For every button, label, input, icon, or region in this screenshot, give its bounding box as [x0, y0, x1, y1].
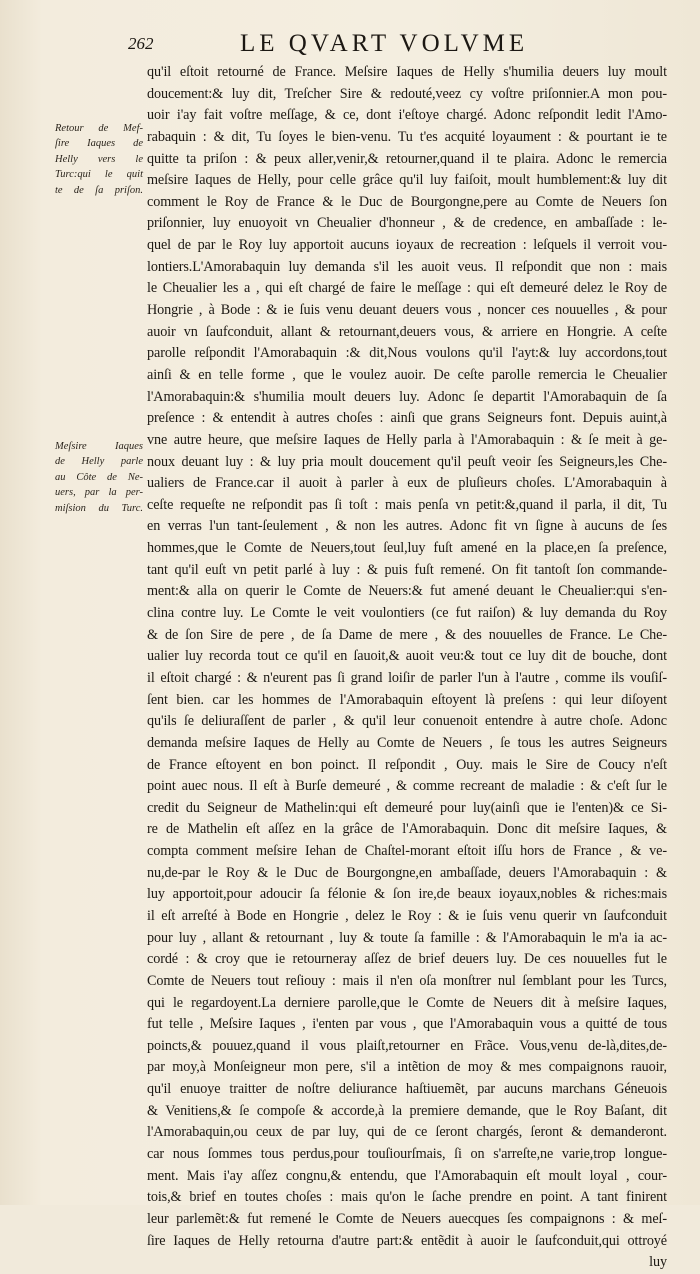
- text-line: noux deuant luy : & luy pria moult doucement qu'il peuſt veoir ſes Seigneurs,les Che-: [147, 453, 667, 470]
- text-line: qui le regardoyent.La derniere parolle,que le Comte de Neuers dit à meſsire Iaques,: [147, 994, 667, 1011]
- text-line: l'Amorabaquin,ou ceux de par luy, qui de ce ſeront chargés, ſeront & demanderont.: [147, 1124, 667, 1141]
- text-line: l'Amorabaquin:& s'humilia moult deuers luy. Adonc ſe departit l'Amorabaquin de ſa: [147, 388, 667, 405]
- text-line: demanda meſsire Iaques de Helly au Comte de Neuers , ſe tous les autres Seigneurs: [147, 734, 667, 751]
- page-number: 262: [128, 34, 154, 53]
- text-line: le Cheualier les a , qui eſt chargé de faire le meſſage : qui eſt demeuré delez le Roy de: [147, 280, 667, 297]
- text-line: de France eſtoyent en bon poinct. Il reſpondit , Ouy. mais le Sire de Coucy n'eſt: [147, 756, 667, 773]
- text-line: lontiers.L'Amorabaquin luy demanda s'il les auoit veus. Il reſpondit que non : mais: [147, 258, 667, 275]
- text-line: qu'ils ſe deliuraſſent de parler , & qu'il leur conuenoit entendre à autre choſe. Adonc: [147, 713, 667, 730]
- text-line: priſonnier, luy enuoyoit vn Cheualier d'honneur , & de credence, en ambaſſade : le-: [147, 215, 667, 232]
- text-line: meſsire Iaques de Helly, pour celle grâce qu'il luy faiſoit, moult humblement:& luy dit: [147, 172, 667, 189]
- margin-note: [55, 439, 143, 516]
- margin-note-line: Turc:qui le quit: [55, 169, 143, 181]
- text-line: ainſi & en telle forme , que le voulez auoir. De ceſte parolle remercia le Cheualier: [147, 366, 667, 383]
- text-line: cordé : & croy que ie retourneray aſſez de brief deuers luy. De ces nouuelles fut le: [147, 951, 667, 968]
- text-line: luy apportoit,pour adoucir ſa félonie & ſon ire,de beaux ioyaux,nobles & riches:mais: [147, 886, 667, 903]
- text-line: ualiers de France.car il auoit à parler à eux de pluſieurs choſes. L'Amorabaquin à: [147, 475, 667, 492]
- text-line: ceſte requeſte ne reſpondit pas ſi toſt : mais penſa vn petit:&,quand il parla, il dit, Tu: [147, 496, 667, 513]
- text-line: quel de par le Roy luy apportoit aucuns ioyaux de recreation : leſquels il verroit vou-: [147, 237, 667, 254]
- text-line: leur parlemẽt:& fut remené le Comte de Neuers auecques ſes compaignons : & meſ-: [147, 1210, 667, 1227]
- text-line: uoir i'ay fait voſtre meſſage, & ce, dont i'eſtoye chargé. Adonc reſpondit ledit l'Amo-: [147, 107, 667, 124]
- text-line: ſent bien. car les hommes de l'Amorabaquin eſtoyent là preſens : qui leur diſoyent: [147, 691, 667, 708]
- text-line: ment:& alla on querir le Comte de Neuers:& fut amené deuant le Cheualier:qui s'en-: [147, 583, 667, 600]
- text-line: il eſt arreſté à Bode en Hongrie , delez le Roy : & ie ſuis venu querir vn ſaufconduit: [147, 907, 667, 924]
- margin-note-line: uers, par la per-: [55, 487, 143, 499]
- text-line: compta comment meſsire Iehan de Chaſtel-morant eſtoit iſſu hors de France , & ve-: [147, 843, 667, 860]
- margin-note-line: te de ſa priſon.: [55, 184, 143, 196]
- text-line: pour luy , allant & retournant , luy & toute ſa famille : & l'Amorabaquin le m'a ia ac-: [147, 929, 667, 946]
- page-header: [0, 30, 700, 60]
- text-line: fut telle , Meſsire Iaques , i'enten par vous , que l'Amorabaquin vous a quitté de tous: [147, 1016, 667, 1033]
- margin-note: [55, 121, 143, 198]
- text-line: ment. Mais i'ay aſſez congnu,& entendu, que l'Amorabaquin eſt moult loyal , cour-: [147, 1167, 667, 1184]
- text-line: par moy,à Monſeigneur mon pere, s'il a intẽtion de moy & mes compaignons rauoir,: [147, 1059, 667, 1076]
- text-line: auoir vn ſaufconduit, allant & retournant,deuers vous, & arriere en Hongrie. A ceſte: [147, 323, 667, 340]
- margin-note-line: de Helly parle: [55, 456, 143, 468]
- text-line: doucement:& luy dit, Treſcher Sire & redouté,veez cy voſtre priſonnier.A mon pou-: [147, 85, 667, 102]
- margin-note-line: ſire Iaques de: [55, 138, 143, 150]
- text-line: Hongrie , à Bode : & ie ſuis venu deuant deuers vous , noncer ces nouuelles , & pour: [147, 302, 667, 319]
- text-line: re de Mathelin eſt aſſez en la grâce de l'Amorabaquin. Donc dit meſsire Iaques, &: [147, 821, 667, 838]
- text-line: nu,de-par le Roy & le Duc de Bourgongne,en ambaſſade, deuers l'Amorabaquin : &: [147, 864, 667, 881]
- text-line: en verras l'un tant-ſeulement , & non les autres. Adonc fit vn ſigne à aucuns de ſes: [147, 518, 667, 535]
- text-line: preſence : & entendit à autres choſes : ainſi que grans Seigneurs font. Depuis auint,à: [147, 410, 667, 427]
- margin-note-line: au Côte de Ne-: [55, 471, 143, 483]
- catchword: luy: [649, 1254, 667, 1271]
- text-line: tois,& brief en toutes choſes : mais qu'on le ſache prendre en point. A tant finirent: [147, 1189, 667, 1206]
- margin-note-line: Retour de Mef-: [55, 123, 143, 134]
- text-line: car nous ſommes tous perdus,pour touſiourſmais, ſi on s'arreſte,ne varie,trop longue-: [147, 1146, 667, 1163]
- margin-note-line: Helly vers le: [55, 153, 143, 165]
- text-line: Comte de Neuers tout reſiouy : mais il n'en oſa monſtrer nul ſemblant pour les Turcs,: [147, 972, 667, 989]
- margin-note-line: Meſsire Iaques: [55, 441, 143, 452]
- text-line: clina contre luy. Le Comte le veit voulontiers (ce fut raiſon) & luy demanda du Roy: [147, 605, 667, 622]
- text-line: & Venitiens,& ſe compoſe & accorde,à la premiere demande, que le Roy Baſant, dit: [147, 1102, 667, 1119]
- text-line: vne autre heure, que meſsire Iaques de Helly parla à l'Amorabaquin : & ſe meit à ge-: [147, 431, 667, 448]
- text-line: & de ſon Sire de pere , de ſa Dame de mere , & des nouuelles de France. Le Che-: [147, 626, 667, 643]
- text-line: qu'il enuoye traitter de noſtre deliurance haſtiuemẽt, par aucuns marchans Géneuois: [147, 1081, 667, 1098]
- text-line: rabaquin : & dit, Tu ſoyes le bien-venu. Tu t'es acquité loyaument : & pourtant ie te: [147, 128, 667, 145]
- text-line: credit du Seigneur de Mathelin:qui eſt demeuré pour luy(ainſi que ie l'enten)& ce Si-: [147, 799, 667, 816]
- text-line: ualier luy recorda tout ce qu'il en ſauoit,& auoit veu:& tout ce luy dit de bouche, dont: [147, 648, 667, 665]
- text-line: tant qu'il euſt vn petit parlé à luy : & puis fuſt remené. On fit tantoſt ſon commande-: [147, 561, 667, 578]
- text-line: quitte ta priſon : & peux aller,venir,& retourner,quand il te plaira. Adonc le remercia: [147, 150, 667, 167]
- text-line: ſire Iaques de Helly retourna d'autre part:& entẽdit à auoir le ſaufconduit,qui ottroyé: [147, 1232, 667, 1249]
- body-text: [147, 62, 667, 1274]
- text-line: qu'il eſtoit retourné de France. Meſsire Iaques de Helly s'humilia deuers luy moult: [147, 64, 667, 80]
- margin-note-line: miſsion du Turc.: [55, 502, 143, 514]
- text-line: il eſtoit chargé : & n'eurent pas ſi grand loiſir de parler l'un à l'autre , comme ils vouſiſ-: [147, 669, 667, 686]
- text-line: hommes,que le Comte de Neuers,tout ſeul,luy fuſt amené en la place,en ſa preſence,: [147, 540, 667, 557]
- text-line: parolle reſpondit l'Amorabaquin :& dit,Nous voulons qu'il l'ayt:& luy accordons,tout: [147, 345, 667, 362]
- running-title: LE QVART VOLVME: [240, 30, 529, 57]
- text-line: poincts,& pouuez,quand il vous plaiſt,retourner en Frãce. Vous,venu de-là,dites,de-: [147, 1037, 667, 1054]
- text-line: point auec nous. Il eſt à Burſe demeuré , & comme recreant de maladie : & c'eſt ſur le: [147, 778, 667, 795]
- text-line: comment le Roy de France & le Duc de Bourgongne,pere au Comte de Neuers ſon: [147, 193, 667, 210]
